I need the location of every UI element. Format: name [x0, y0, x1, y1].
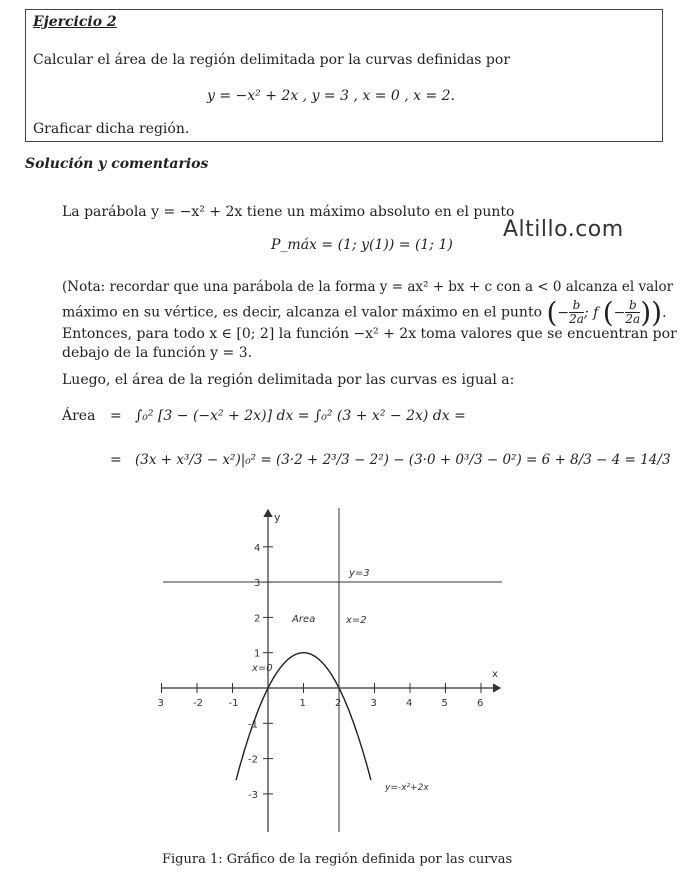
label-y3: y=3	[349, 568, 370, 579]
exercise-statement: Calcular el área de la región delimitada por la curvas definidas por	[33, 52, 511, 68]
axis-x-label: x	[492, 669, 498, 680]
then-line-2: debajo de la función y = 3.	[62, 345, 253, 361]
y-tick-label: -2	[248, 754, 258, 766]
label-x0: x=0	[252, 663, 273, 674]
label-x2: x=2	[346, 615, 367, 626]
label-parabola: y=-x²+2x	[385, 783, 429, 793]
area-result-line: (3x + x³/3 − x²)|₀² = (3·2 + 2³/3 − 2²) − (3·0 + 0³/3 − 0²) = 6 + 8/3 − 4 = 14/3	[135, 452, 671, 468]
note-line-2: máximo en su vértice, es decir, alcanza el valor máximo en el punto (− $\frac{b}{2a}$ ; f (− $\frac{b}{2a}$ )).	[62, 295, 667, 329]
x-tick-label: 1	[299, 698, 306, 709]
y-tick-label: 4	[254, 542, 261, 554]
figure-caption: Figura 1: Gráfico de la región definida por las curvas	[162, 852, 513, 867]
y-tick-label: 1	[254, 648, 261, 660]
x-tick-label: 4	[406, 698, 413, 709]
exercise-equations: y = −x² + 2x , y = 3 , x = 0 , x = 2.	[207, 88, 456, 104]
note-line-1: (Nota: recordar que una parábola de la forma y = ax² + bx + c con a < 0 alcanza el valor	[62, 279, 674, 295]
area-label: Área	[62, 408, 96, 424]
x-tick-label: 2	[335, 698, 342, 709]
y-tick-label: -3	[248, 789, 258, 801]
solution-heading: Solución y comentarios	[25, 156, 209, 172]
luego-text: Luego, el área de la región delimitada por las curvas es igual a:	[62, 372, 515, 388]
exercise-instruction: Graficar dicha región.	[33, 121, 190, 137]
y-tick-label: 2	[254, 613, 261, 625]
x-tick-label: 5	[441, 698, 448, 709]
axis-y-label: y	[274, 511, 281, 524]
region-graph	[0, 500, 700, 840]
y-tick-label: 3	[254, 578, 261, 590]
x-tick-label: 6	[477, 698, 484, 709]
x-tick-label: 3	[157, 698, 164, 709]
pmax-formula: P_máx = (1; y(1)) = (1; 1)	[271, 237, 453, 253]
area-integral-line: ∫₀² [3 − (−x² + 2x)] dx = ∫₀² (3 + x² − 2x) dx =	[135, 408, 466, 424]
x-tick-label: -1	[228, 698, 239, 709]
then-line-1: Entonces, para todo x ∈ [0; 2] la función −x² + 2x toma valores que se encuentran por	[62, 326, 677, 342]
y-tick-label: -1	[248, 719, 258, 731]
label-area: Area	[292, 614, 316, 625]
x-tick-label: 3	[370, 698, 377, 709]
x-tick-label: -2	[193, 698, 203, 709]
watermark: Altillo.com	[503, 217, 624, 242]
solution-paragraph-1: La parábola y = −x² + 2x tiene un máximo absoluto en el punto	[62, 204, 515, 220]
vertex-formula: (− $\frac{b}{2a}$ ; f (− $\frac{b}{2a}$ )).	[546, 295, 667, 329]
exercise-title: Ejercicio 2	[33, 14, 117, 30]
